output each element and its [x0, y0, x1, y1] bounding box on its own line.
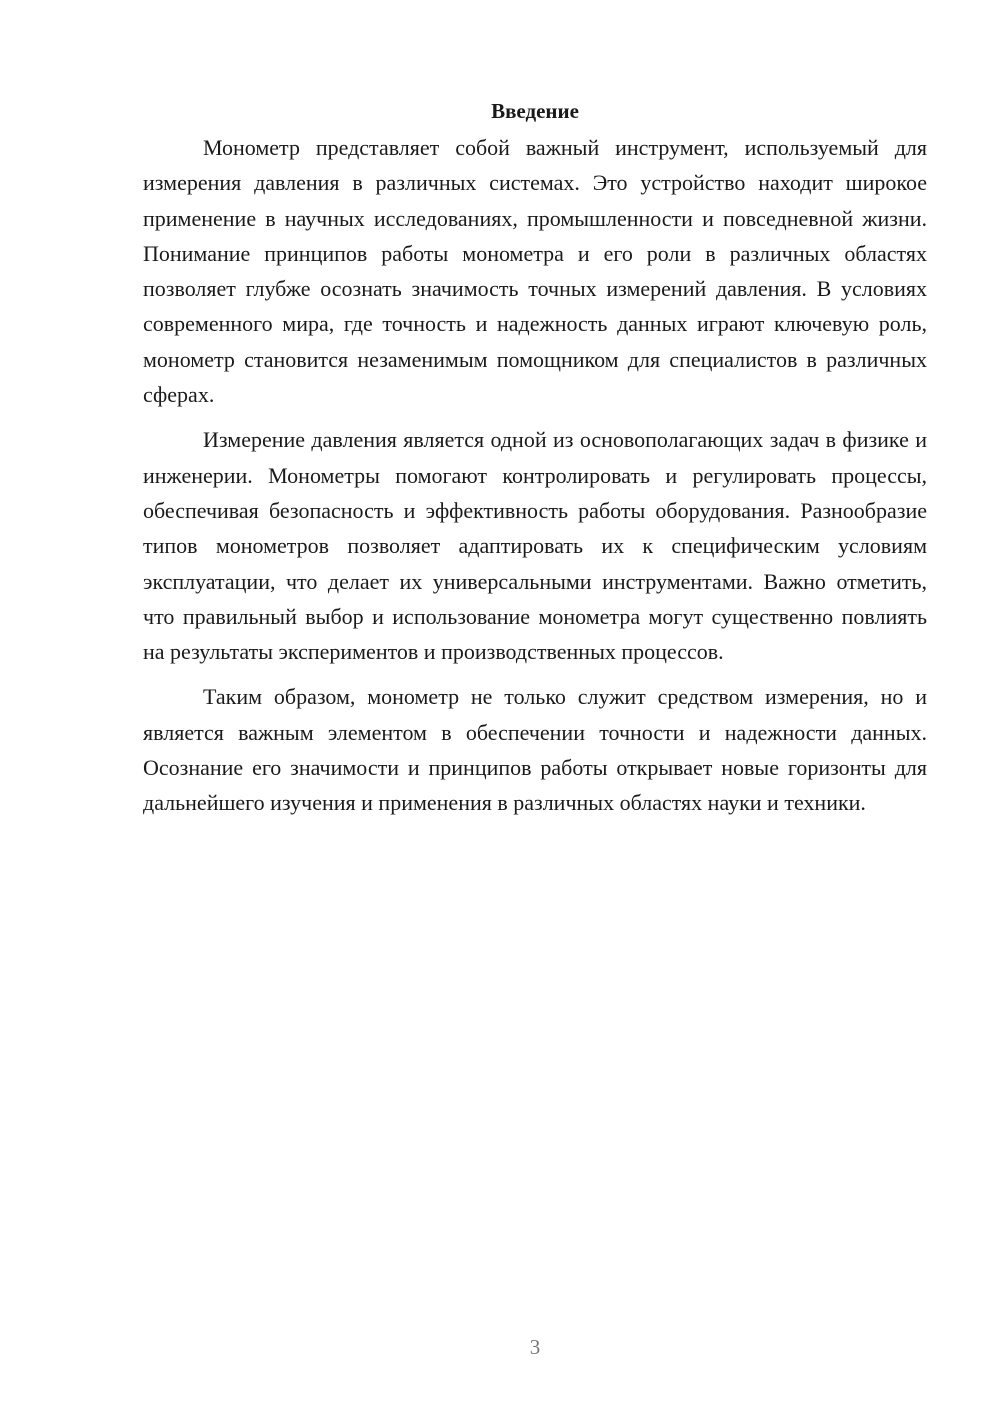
- page-content: [143, 96, 927, 821]
- section-title: Введение: [491, 99, 579, 123]
- paragraph-3: Таким образом, монометр не только служит средством измерения, но и является важным элементом в обеспечении точности и надежности данных. Осознание его значимости и принципов работы открывает новые горизонты для дальнейшего изучения и применения в различных областях науки и техники.: [143, 684, 927, 816]
- paragraph-1: Монометр представляет собой важный инструмент, используемый для измерения давления в различных системах. Это устройство находит широкое применение в научных исследованиях, промышленности и повседневной жизни. Понимание принципов работы монометра и его роли в различных областях позволяет глубже осознать значимость точных измерений давления. В условиях современного мира, где точность и надежность данных играют ключевую роль, монометр становится незаменимым помощником для специалистов в различных сферах.: [143, 135, 927, 408]
- paragraph-2: Измерение давления является одной из основополагающих задач в физике и инженерии. Монометры помогают контролировать и регулировать процессы, обеспечивая безопасность и эффективность работы оборудования. Разнообразие типов монометров позволяет адаптировать их к специфическим условиям эксплуатации, что делает их универсальными инструментами. Важно отметить, что правильный выбор и использование монометра могут существенно повлиять на результаты экспериментов и производственных процессов.: [143, 427, 927, 665]
- page-number: 3: [529, 1335, 541, 1359]
